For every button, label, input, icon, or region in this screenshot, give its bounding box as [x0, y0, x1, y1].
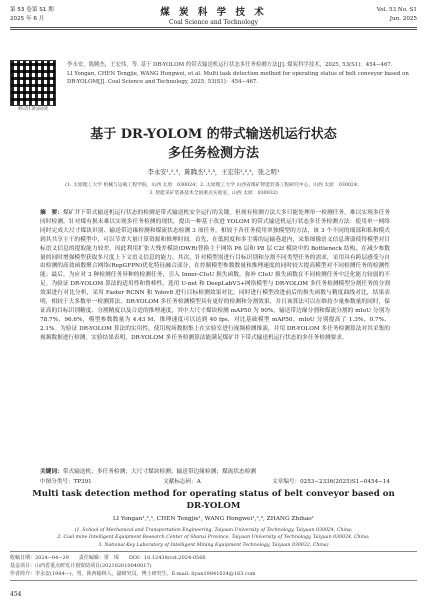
page-number: 454 — [10, 591, 22, 598]
citation-cn: 李永安，陈腾杰，王宏伟，等. 基于 DR-YOLOM 的带式输送机运行状态多任务检测方法[J]. 煤炭科学技术，2025, 53(S1)：454−467. — [67, 62, 393, 68]
abstract-text: 煤矿井下带式输送机运行状态的检测是带式输送机安全运行的关键。但现有检测方法大多只能处理单一检测任务，难以实现多任务同时检测。针对煤有损未难以实现多任务检测的现状，提出一种基于改进 YOLOM 的带式输送机运行状态多任务检测方法：使用单一网络同时完成大尺寸煤块识别、输送带边缘检测和煤流状态检测 3 项任务。相较于各任务使用单独模型的方法，该 3 个不同的细部和私和模式到其共享主干的模型中，可以节省大量计算资源和推理时间。首先，在低照度和多尘雾的运输巷道内，采集图像语义信息薄弱使得模型对目标语义信息的提取能力较差。因此利用扩张大残差模块(DWR)替换主干网络 P6 层和 P8 层 C2f 模块中的 Bottleneck 结构，在减少参数量的同时增强模型获取多尺度上下文语义信息的能力。其次，针对模型需进行目标识别和分割不同类型任务的需求，采用具有跨层感受与自由检测的高效函数聚合网络(RepGFPN)优化特征融合部分，在控制模型参数数量和推理速度的同时较大提高模型对不同检测任务的检测性能；最后，为应对 3 种检测任务异种的检测任务，引入 Inner-CIoU 损失函数，弥补 CIoU 损失函数在不同检测任务中泛化能力较弱的不足。为验证 DR-YOLOM 算法的适用性和鲁棒性，选用 U-net 和 DeepLabV3+网络模型与 DR-YOLOM 多任务检测模型分割任务的分割效果进行对比分析，采用 Faster RCNN 和 Yolov8 进行目标检测效果对比，同时进行模型改进前后的损失函数与精度曲线对比，结果表明，相较于大多数单一检测算法，DR-YOLOM 多任务检测模型具有更好的检测和分割效果，并且该算法可以在维持少量参数量的同时，保证高的目标识别精度、分割精度以及合适的推理速度，其中大尺寸煤块检测 mAP50 为 90%，输送带边缘分割和煤流分割的 mIoU 分别为 78.7%，96.6%，模型参数数量为 4.43 M，推理速度可以达到 40 fps，对比基础模型 mAP50、mIoU 分别提高了 1.3%、0.7%、2.1%。为验证 DR-YOLOM 算法的实用性，使用现场数据集上在实验室进行视频检测推演，并用 DR-YOLOM 多任务检测算法对其采集的视频数据进行检测。实验结果表明，DR-YOLOM 多任务检测算法能满足煤矿井下带式输送机运行状态的多任务检测要求。 — [40, 210, 391, 341]
received-date: 收稿日期：2024−04−29 责任编辑：常 琛 DOI：10.12438/cst.2024-0566 — [10, 555, 206, 561]
title-en-line2: DR-YOLOM — [186, 501, 241, 511]
article-title-cn — [0, 125, 427, 163]
author-bio: 作者简介：李永安(1984—)，男，陕西榆林人，副研究员，博士研究生。E-mail: liyan19841024@163.com — [10, 571, 256, 577]
journal-masthead — [0, 4, 427, 26]
footnote-rule — [10, 551, 417, 552]
clc-number: 中图分类号：TP391 — [40, 479, 92, 485]
affiliation-en-line: 3. National Key Laboratory of Intelligent Mining Equipment Technology, Taiyuan 030032, China) — [98, 542, 329, 548]
affiliations-cn — [0, 182, 427, 199]
journal-title-en: Coal Science and Technology — [169, 19, 258, 26]
authors-en: LI Yongan¹,²,³, CHEN Tengjie¹, WANG Hongwei¹,²,³, ZHANG Zhihao¹ — [112, 516, 315, 522]
abstract — [40, 209, 390, 343]
header-rule — [10, 27, 417, 28]
affiliation-en-line: 2. Coal mine Intelligent Equipment Research Center of Shanxi Province, Taiyuan University of Technology, Taiyuan 030024, China; — [57, 535, 370, 541]
classification-line — [40, 477, 390, 485]
header-month: Jun. 2025 — [389, 16, 417, 22]
document-code: 文献标志码：A — [163, 479, 201, 485]
citation-en: LI Yongan, CHEN Tengjie, WANG Hongwei, et al. Multi task detection method for operating status of belt conveyor based on DR-YOLOM[J]. Coal Science and Technology, 2025, 53(S1)：454−467. — [67, 70, 409, 86]
keywords-label: 关键词： — [40, 469, 63, 475]
funding: 基金项目：山西省重点研发计划资助项目(202102010040017) — [10, 563, 152, 569]
article-title-en — [0, 488, 427, 512]
affiliation-en-line: (1. School of Mechanical and Transportation Engineering, Taiyuan University of Technology, Taiyuan 030024, China; — [74, 528, 353, 533]
article-metadata — [10, 554, 420, 578]
journal-title-cn: 煤 炭 科 学 技 术 — [160, 7, 267, 18]
authors-cn: 李永安¹,²,³，陈腾杰¹,²,³，王宏伟¹,²,³，张之明¹ — [147, 169, 280, 176]
title-en-line1: Multi task detection method for operating status of belt conveyor based on — [32, 489, 395, 499]
title-cn-line2: 多任务检测方法 — [167, 146, 259, 161]
qr-code[interactable] — [10, 60, 56, 106]
header-volume-no: Vol. 53 No. S1 — [376, 7, 417, 13]
affiliation-cn-line: 3. 智能采矿装备技术全国重点实验室，山西 太原 030032) — [149, 191, 278, 197]
header-issue: 第 53 卷第 S1 期 — [10, 7, 54, 13]
footer-rule — [10, 580, 417, 581]
keywords-text: 带式输送机；多任务检测；大尺寸煤块检测；输送带边缘检测；煤流状态检测 — [62, 469, 257, 475]
header-date: 2025 年 6 月 — [10, 16, 45, 22]
header-volume-en — [377, 6, 417, 24]
article-number: 文章编号：0253−2336(2025)S1−0454−14 — [272, 479, 390, 485]
affiliations-en — [0, 527, 427, 549]
citation-block — [67, 61, 413, 87]
abstract-label: 摘 要： — [40, 210, 63, 216]
title-cn-line1: 基于 DR-YOLOM 的带式输送机运行状态 — [90, 127, 337, 142]
qr-label: 移动扫码阅读 — [17, 106, 48, 112]
keywords — [40, 468, 390, 477]
header-rule-thin — [10, 29, 417, 30]
affiliation-cn-line: (1. 太原理工大学 机械与运载工程学院，山西 太原 030024；2. 太原理工大学 山西省煤矿智能装备工程研究中心，山西 太原 030024； — [65, 183, 362, 188]
